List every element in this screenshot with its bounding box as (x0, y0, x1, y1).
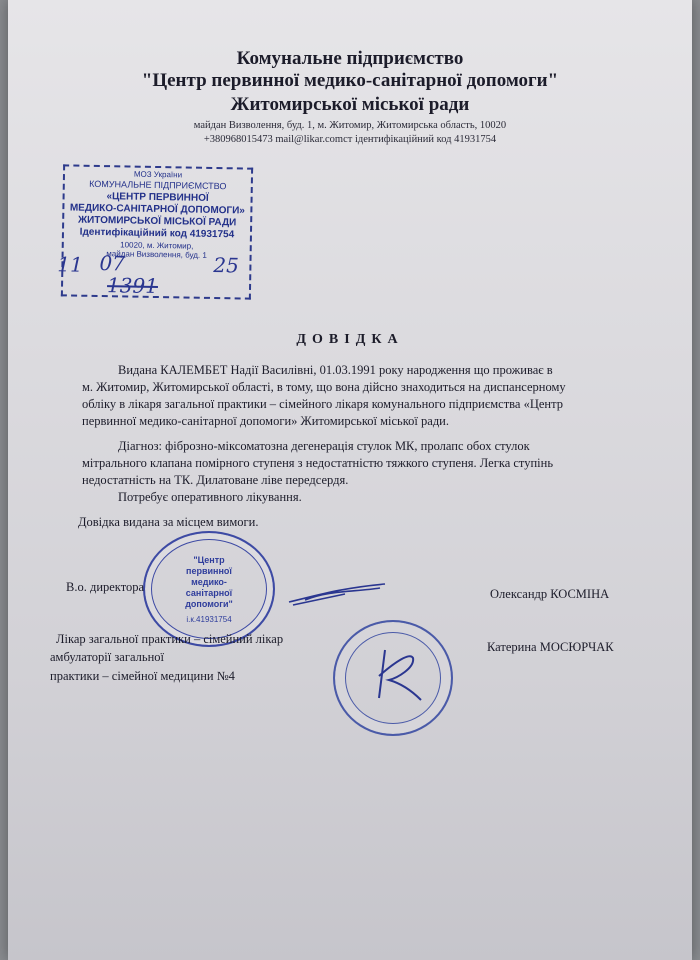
text-line: м. Житомир, Житомирської області, в тому, що вона дійсно знаходиться на диспансерному (82, 380, 566, 394)
text-line: первинної медико-санітарної допомоги» Житомирської міської ради. (82, 414, 449, 428)
text-line: мітрального клапана помірного ступеня з недостатністю тяжкого ступеня. Легка ступінь (82, 456, 554, 470)
org-contacts: +380968015473 mail@likar.comст ідентифікаційний код 41931754 (203, 134, 497, 145)
stamp-line: "Центр (193, 555, 225, 565)
stamp-line: майдан Визволення, буд. 1 (106, 249, 207, 260)
doctor-label: практики – сімейної медицини №4 (50, 669, 235, 683)
doctor-label: Лікар загальної практики – сімейний лікар (56, 632, 284, 646)
registration-stamp (57, 164, 253, 299)
text-line: Видана КАЛЕМБЕТ Надії Василівні, 01.03.1991 року народження що проживає в (118, 363, 553, 377)
director-signature (285, 578, 395, 608)
org-address: майдан Визволення, буд. 1, м. Житомир, Житомирська область, 10020 (193, 120, 507, 131)
text-line: обліку в лікаря загальної практики – сімейного лікаря комунального підприємства «Центр (82, 397, 563, 411)
stamp-line: МЕДИКО-САНІТАРНОЇ ДОПОМОГИ» (69, 202, 245, 217)
stamp-line: санітарної (185, 588, 233, 598)
handwritten-year: 25 (213, 252, 240, 278)
issued-note: Довідка видана за місцем вимоги. (78, 515, 259, 529)
stamp-line: ЖИТОМИРСЬКОЇ МІСЬКОЇ РАДИ (77, 214, 237, 229)
director-name: Олександр КОСМІНА (490, 587, 610, 601)
stamp-line: МОЗ України (133, 169, 183, 180)
stamp-line: «ЦЕНТР ПЕРВИННОЇ (106, 191, 209, 204)
document-title: ДОВІДКА (296, 332, 404, 347)
director-label: В.о. директора (66, 580, 145, 594)
handwritten-number: 1391 (106, 273, 159, 299)
text-line: Діагноз: фіброзно-міксоматозна дегенерація стулок МК, пролапс обох стулок (118, 439, 530, 453)
organization-round-stamp (143, 531, 275, 647)
doctor-label: амбулаторії загальної (50, 650, 164, 664)
text-line: недостатність на ТК. Дилатоване ліве передсердя. (82, 473, 349, 487)
stamp-line: 10020, м. Житомир, (120, 240, 194, 251)
doctor-name: Катерина МОСЮРЧАК (487, 640, 614, 654)
org-name: "Центр первинної медико-санітарної допомоги" (141, 70, 559, 91)
stamp-line: первинної (186, 566, 232, 576)
stamp-line: КОМУНАЛЬНЕ ПІДПРИЄМСТВО (89, 178, 227, 192)
text-line: Потребує оперативного лікування. (118, 490, 302, 504)
handwritten-month: 07 (99, 251, 126, 276)
org-type: Комунальне підприємство (236, 48, 464, 69)
stamp-line: медико- (191, 577, 227, 587)
org-council: Житомирської міської ради (230, 94, 470, 115)
stamp-line: і.к.41931754 (186, 615, 232, 624)
stamp-line: допомоги" (185, 599, 233, 609)
doctor-signature (355, 640, 435, 710)
handwritten-day: 11 (57, 252, 84, 277)
stamp-line: Ідентифікаційний код 41931754 (79, 226, 235, 241)
